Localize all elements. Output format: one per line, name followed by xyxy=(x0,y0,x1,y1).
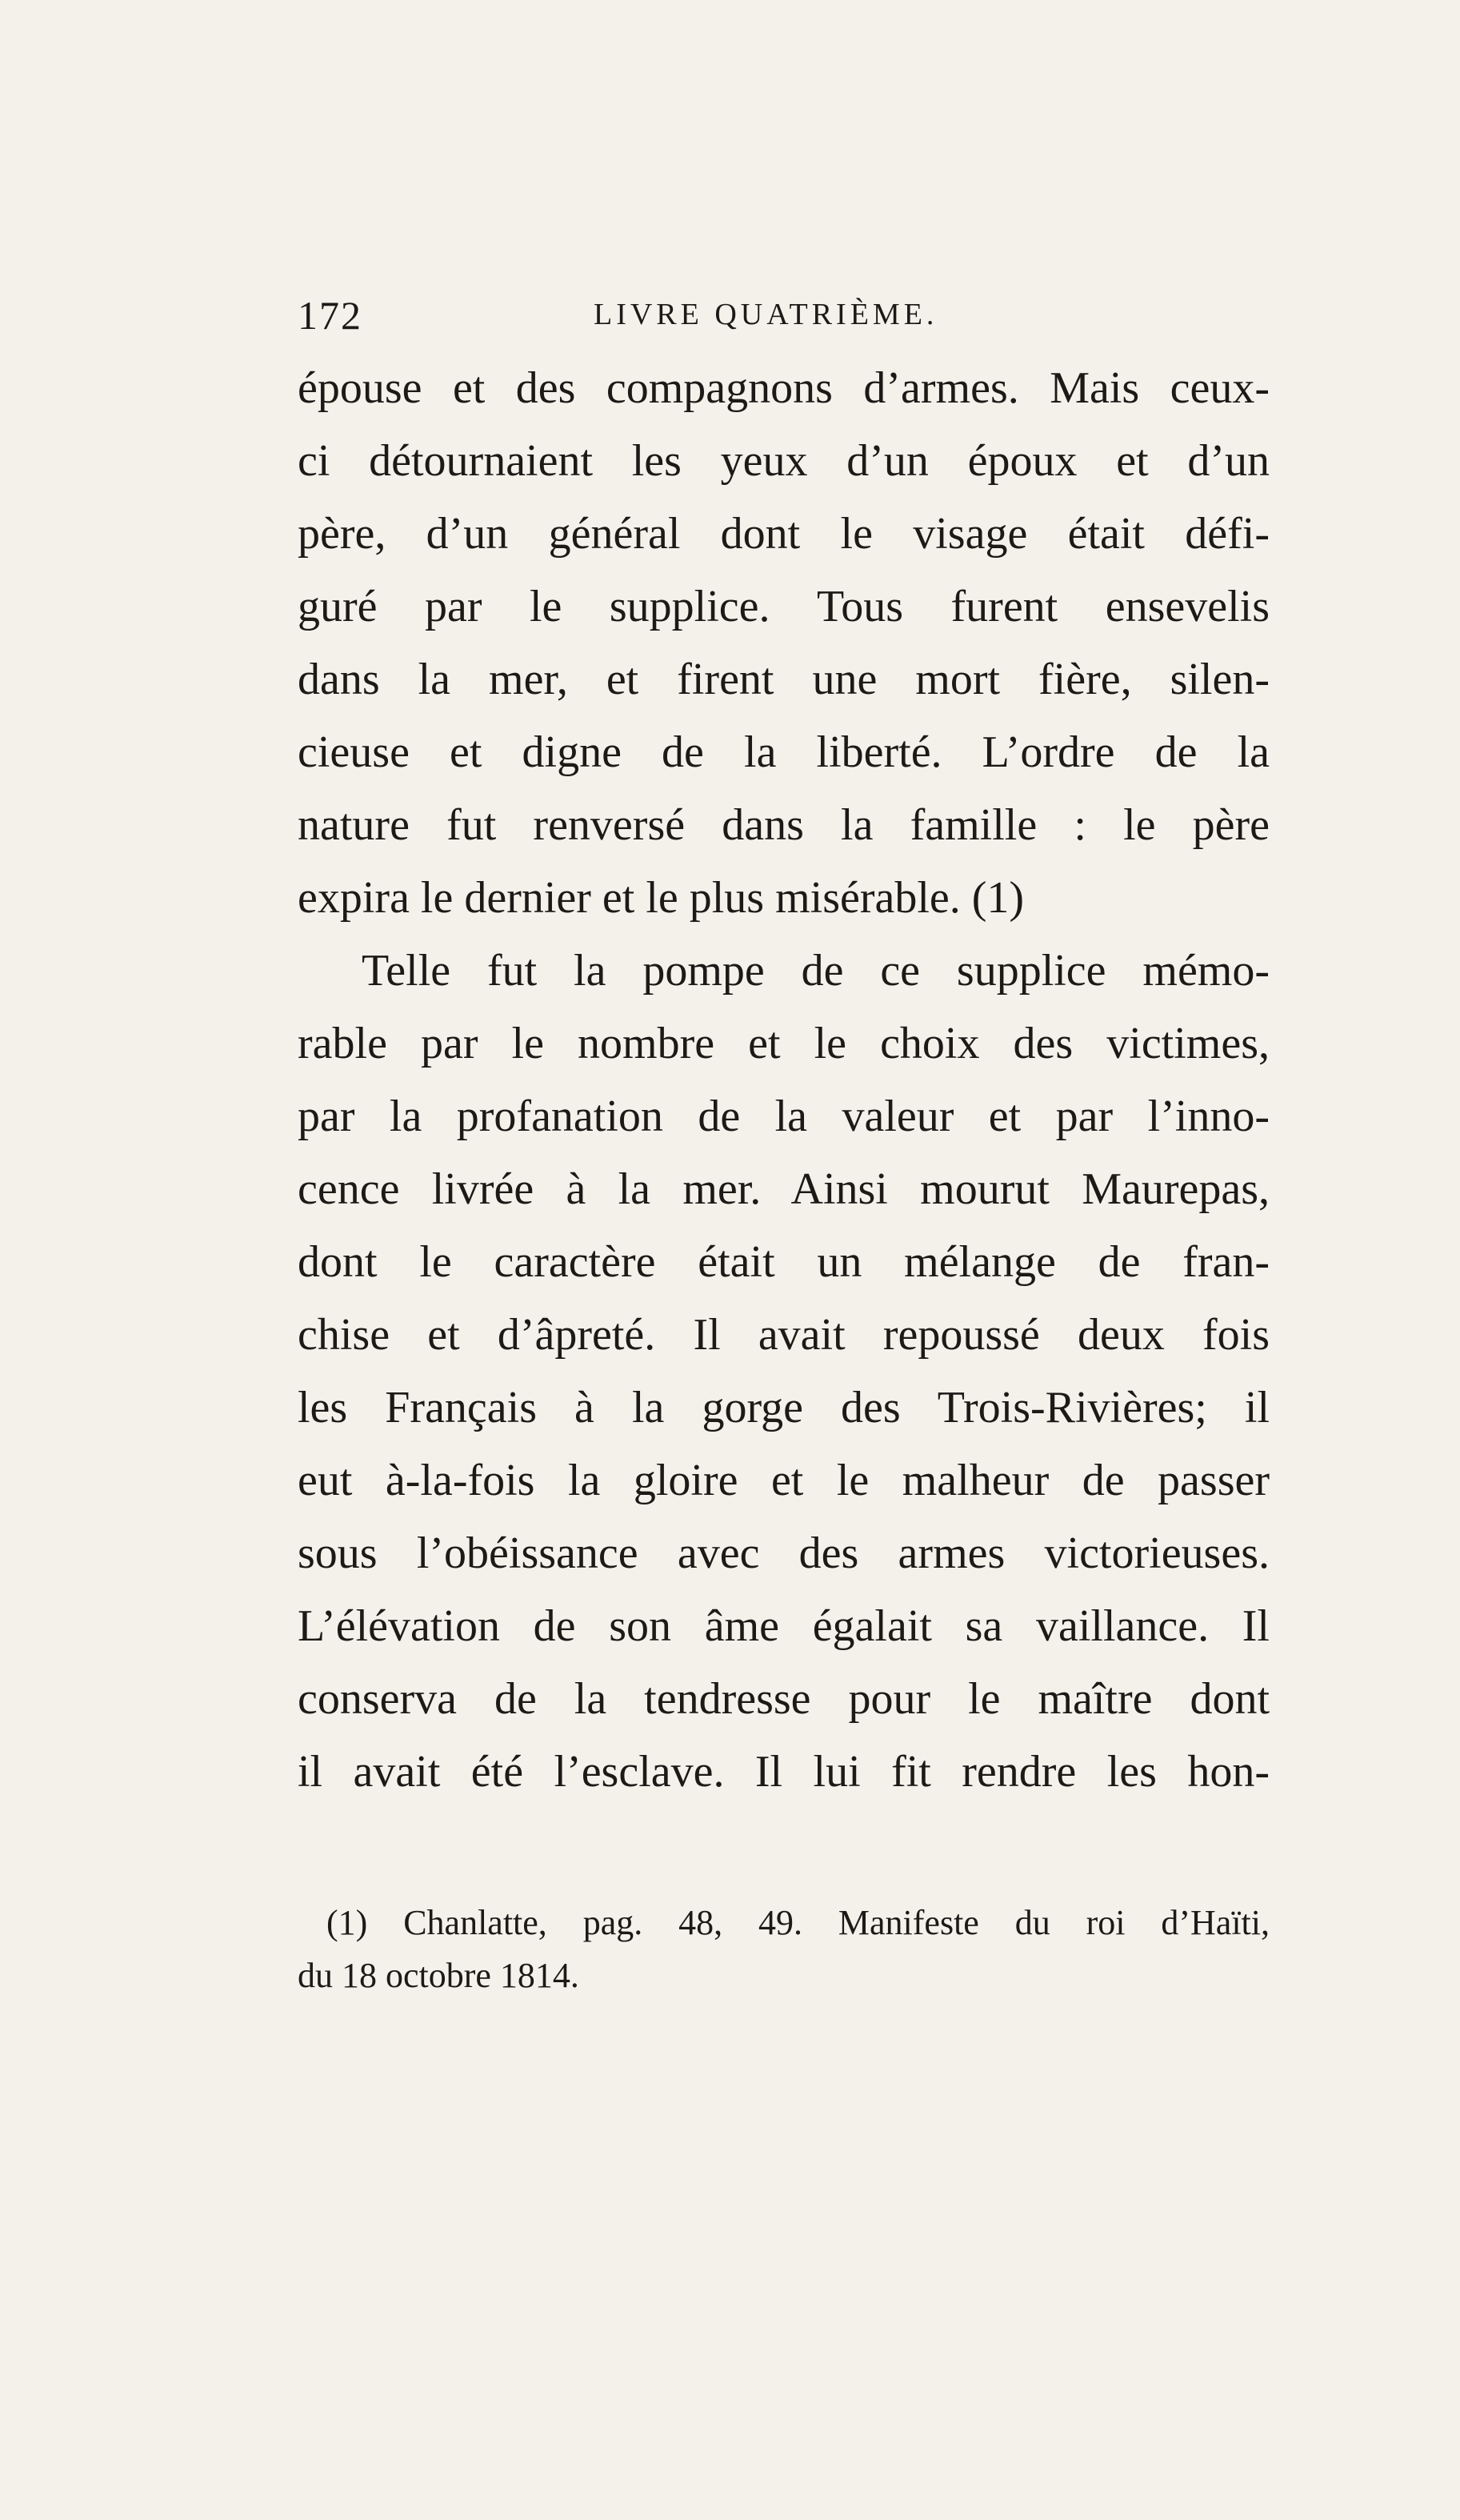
text-line: par la profanation de la valeur et par l’inno- xyxy=(298,1092,1270,1141)
text-line: expira le dernier et le plus misérable. (1) xyxy=(298,873,1025,923)
text-line: père, d’un général dont le visage était défi- xyxy=(298,509,1270,559)
footnote-line: du 18 octobre 1814. xyxy=(298,1956,579,1995)
text-line: conserva de la tendresse pour le maître dont xyxy=(298,1674,1270,1724)
text-line: dont le caractère était un mélange de fran- xyxy=(298,1237,1270,1287)
text-line: guré par le supplice. Tous furent ensevelis xyxy=(298,582,1270,631)
footnote xyxy=(298,1897,1270,2002)
running-title: LIVRE QUATRIÈME. xyxy=(594,298,938,331)
body-text xyxy=(298,352,1270,1809)
text-line: dans la mer, et firent une mort fière, silen- xyxy=(298,655,1270,704)
text-line: rable par le nombre et le choix des victimes, xyxy=(298,1019,1270,1068)
text-line: chise et d’âpreté. Il avait repoussé deux fois xyxy=(298,1310,1270,1360)
page-header xyxy=(298,292,1274,340)
text-line: les Français à la gorge des Trois-Rivières; il xyxy=(298,1383,1270,1432)
text-line: L’élévation de son âme égalait sa vaillance. Il xyxy=(298,1601,1270,1651)
text-line: il avait été l’esclave. Il lui fit rendre les hon- xyxy=(298,1747,1270,1797)
page-number: 172 xyxy=(298,293,362,338)
text-line: nature fut renversé dans la famille : le père xyxy=(298,800,1270,850)
footnote-line: (1) Chanlatte, pag. 48, 49. Manifeste du roi d’Haïti, xyxy=(326,1903,1270,1942)
text-line: sous l’obéissance avec des armes victorieuses. xyxy=(298,1528,1270,1578)
text-line: cieuse et digne de la liberté. L’ordre de la xyxy=(298,727,1270,777)
paragraph-start-line: Telle fut la pompe de ce supplice mémo- xyxy=(362,946,1270,996)
text-line: ci détournaient les yeux d’un époux et d’un xyxy=(298,436,1270,486)
text-line: épouse et des compagnons d’armes. Mais ceux- xyxy=(298,363,1270,413)
text-line: eut à-la-fois la gloire et le malheur de passer xyxy=(298,1456,1270,1505)
text-line: cence livrée à la mer. Ainsi mourut Maurepas, xyxy=(298,1164,1270,1214)
